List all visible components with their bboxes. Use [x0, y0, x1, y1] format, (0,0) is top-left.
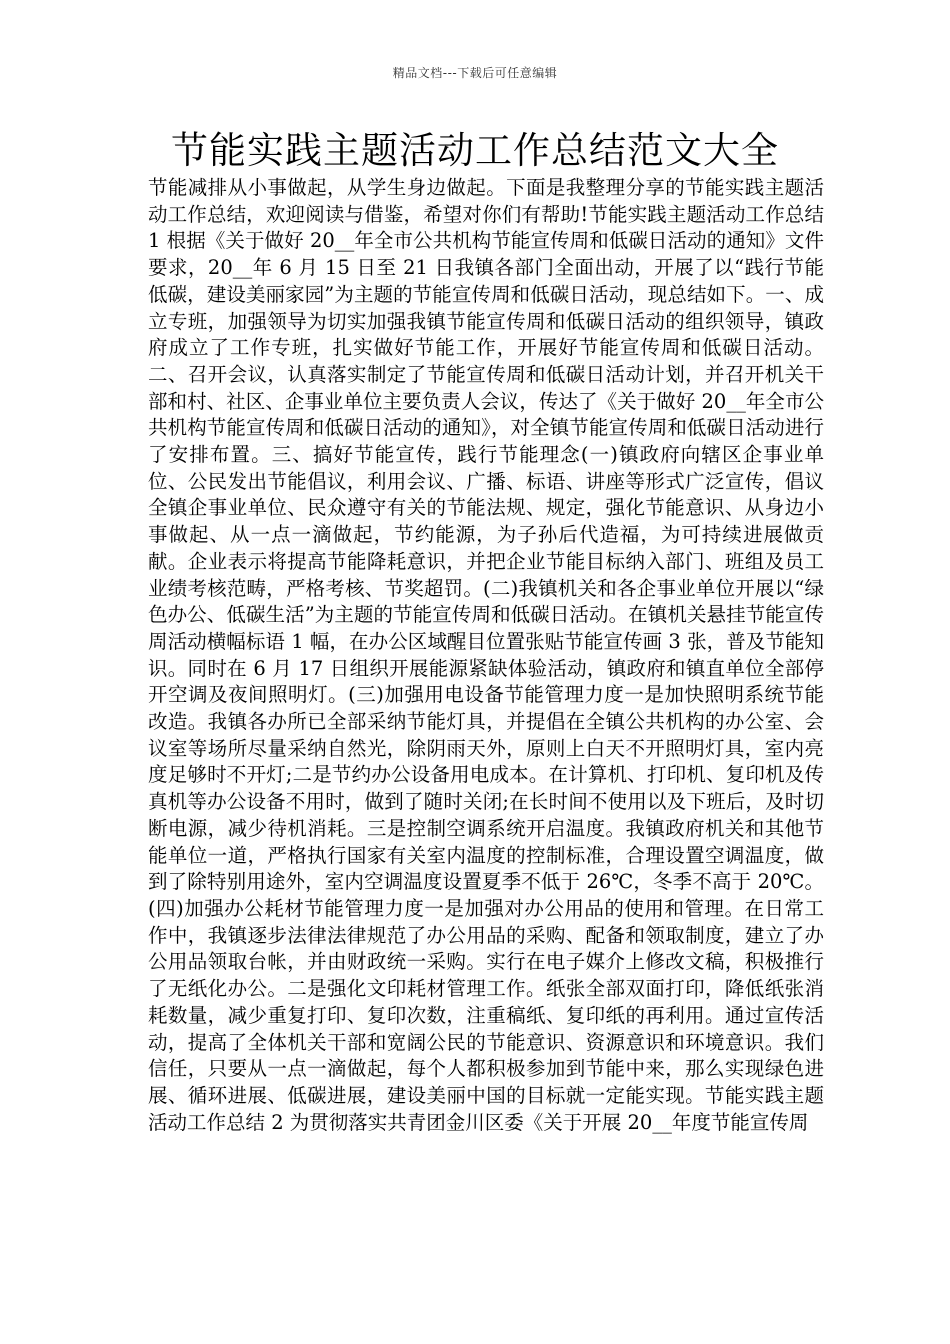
- page-header: 精品文档---下载后可任意编辑: [392, 66, 558, 80]
- document-title: 节能实践主题活动工作总结范文大全: [171, 129, 779, 172]
- document-body-text: 节能减排从小事做起，从学生身边做起。下面是我整理分享的节能实践主题活动工作总结，欢迎阅读与借鉴，希望对你们有帮助!节能实践主题活动工作总结 1 根据《关于做好 20__年全市公共机构节能宣传周和低碳日活动的通知》文件要求，20__年 6 月 15 日至 21 日我镇各部门全面出动，开展了以“践行节能低碳，建设美丽家园”为主题的节能宣传周和低碳日活动，现总结如下。一、成立专班，加强领导为切实加强我镇节能宣传周和低碳日活动的组织领导，镇政府成立了工作专班，扎实做好节能工作，开展好节能宣传周和低碳日活动。二、召开会议，认真落实制定了节能宣传周和低碳日活动计划，并召开机关干部和村、社区、企事业单位主要负责人会议，传达了《关于做好 20__年全市公共机构节能宣传周和低碳日活动的通知》，对全镇节能宣传周和低碳日活动进行了安排布置。三、搞好节能宣传，践行节能理念(一)镇政府向辖区企事业单位、公民发出节能倡议，利用会议、广播、标语、讲座等形式广泛宣传，倡议全镇企事业单位、民众遵守有关的节能法规、规定，强化节能意识、从身边小事做起、从一点一滴做起，节约能源，为子孙后代造福，为可持续进展做贡献。企业表示将提高节能降耗意识，并把企业节能目标纳入部门、班组及员工业绩考核范畴，严格考核、节奖超罚。(二)我镇机关和各企事业单位开展以“绿色办公、低碳生活”为主题的节能宣传周和低碳日活动。在镇机关悬挂节能宣传周活动横幅标语 1 幅，在办公区域醒目位置张贴节能宣传画 3 张，普及节能知识。同时在 6 月 17 日组织开展能源紧缺体验活动，镇政府和镇直单位全部停开空调及夜间照明灯。(三)加强用电设备节能管理力度一是加快照明系统节能改造。我镇各办所已全部采纳节能灯具，并提倡在全镇公共机构的办公室、会议室等场所尽量采纳自然光，除阴雨天外，原则上白天不开照明灯具，室内亮度足够时不开灯;二是节约办公设备用电成本。在计算机、打印机、复印机及传真机等办公设备不用时，做到了随时关闭;在长时间不使用以及下班后，及时切断电源，减少待机消耗。三是控制空调系统开启温度。我镇政府机关和其他节能单位一道，严格执行国家有关室内温度的控制标准，合理设置空调温度，做到了除特别用途外，室内空调温度设置夏季不低于 26℃，冬季不高于 20℃。(四)加强办公耗材节能管理力度一是加强对办公用品的使用和管理。在日常工作中，我镇逐步法律法律规范了办公用品的采购、配备和领取制度，建立了办公用品领取台帐，并由财政统一采购。实行在电子媒介上修改文稿，积极推行了无纸化办公。二是强化文印耗材管理工作。纸张全部双面打印，降低纸张消耗数量，减少重复打印、复印次数，注重稿纸、复印纸的再利用。通过宣传活动，提高了全体机关干部和宽阔公民的节能意识、资源意识和环境意识。我们信任，只要从一点一滴做起，每个人都积极参加到节能中来，那么实现绿色进展、循环进展、低碳进展，建设美丽中国的目标就一定能实现。节能实践主题活动工作总结 2 为贯彻落实共青团金川区委《关于开展 20__年度节能宣传周: [148, 176, 824, 1134]
